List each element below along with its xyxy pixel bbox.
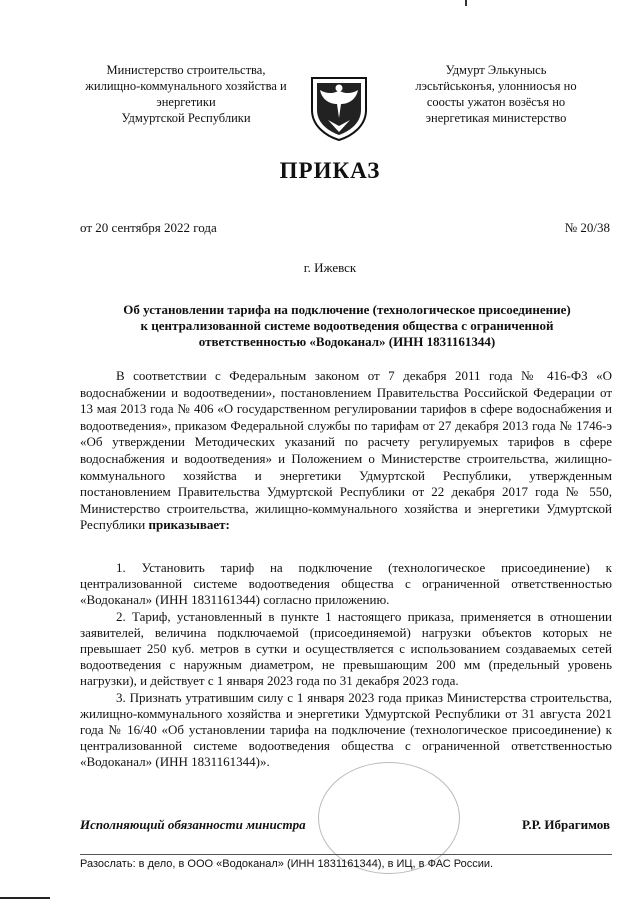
coat-of-arms-emblem-icon bbox=[306, 74, 372, 142]
subject-line: ответственностью «Водоканал» (ИНН 1831161344) bbox=[198, 334, 496, 349]
order-subject bbox=[82, 302, 612, 350]
order-city: г. Ижевск bbox=[303, 260, 357, 275]
scan-mark bbox=[465, 0, 467, 6]
order-word: приказывает: bbox=[148, 517, 230, 533]
ministry-line: жилищно-коммунального хозяйства и bbox=[85, 79, 287, 93]
signatory-name: Р.Р. Ибрагимов bbox=[522, 817, 610, 832]
subject-line: Об установлении тарифа на подключение (технологическое присоединение) bbox=[123, 302, 571, 317]
order-date: от 20 сентября 2022 года bbox=[80, 220, 217, 235]
ministry-line: энергетикая министерство bbox=[425, 111, 567, 125]
ministry-name-russian bbox=[62, 62, 310, 126]
order-number: № 20/38 bbox=[564, 220, 610, 235]
order-items bbox=[80, 560, 612, 771]
preamble-text: В соответствии с Федеральным законом от 7 декабря 2011 года № 416-ФЗ «О водоснабжении и водоотведении», постановлением Правительства Российской Федерации от 13 мая 2013 года № 406 «О государственном регулировании тарифов в сфере водоснабжения и водоотведения», приказом Федеральной службы по тарифам от 27 декабря 2013 года № 1746-э «Об утверждении Методических указаний по расчету регулируемых тарифов в сфере водоснабжения и водоотведения» и Положением о Министерстве строительства, жилищно-коммунального хозяйства и энергетики Удмуртской Республики, утвержденным постановлением Правительства Удмуртской Республики от 22 декабря 2017 года № 550, Министерство строительства, жилищно-коммунального хозяйства и энергетики Удмуртской Республики bbox=[80, 368, 612, 533]
signatory-position: Исполняющий обязанности министра bbox=[80, 817, 306, 832]
ministry-line: Министерство строительства, bbox=[106, 63, 266, 77]
order-item: 1. Установить тариф на подключение (технологическое присоединение) к централизованной системе водоотведения общества с ограниченной ответственностью «Водоканал» (ИНН 1831161344) согласно приложению. bbox=[80, 560, 612, 608]
ministry-line: энергетики bbox=[156, 95, 216, 109]
distribution-list: Разослать: в дело, в ООО «Водоканал» (ИНН 1831161344), в ИЦ, в ФАС России. bbox=[80, 858, 494, 870]
ministry-line: Удмуртской Республики bbox=[121, 111, 251, 125]
scan-corner-line bbox=[0, 897, 50, 899]
preamble-paragraph bbox=[80, 368, 612, 534]
subject-line: к централизованной системе водоотведения общества с ограниченной bbox=[140, 318, 554, 333]
order-item: 2. Тариф, установленный в пункте 1 настоящего приказа, применяется в отношении заявителей, величина подключаемой (присоединяемой) нагрузки объектов которых не превышает 250 куб. метров в сутки и осуществляется с использованием создаваемых сетей водоотведения с наружным диаметром, не превышающим 200 мм (предельный уровень нагрузки), и действует с 1 января 2023 года по 31 декабря 2023 года. bbox=[80, 608, 612, 689]
ministry-line: лэсьтӥськонъя, улонниосъя но bbox=[415, 79, 577, 93]
ministry-line: Удмурт Элькунысь bbox=[445, 63, 547, 77]
ministry-line: сооcты ужатон возёсъя но bbox=[426, 95, 566, 109]
ministry-name-udmurt bbox=[386, 62, 606, 126]
order-item: 3. Признать утратившим силу с 1 января 2023 года приказ Министерства строительства, жилищно-коммунального хозяйства и энергетики Удмуртской Республики от 31 августа 2021 года № 16/40 «Об установлении тарифа на подключение (технологическое присоединение) к централизованной системе водоотведения общества с ограниченной ответственностью «Водоканал» (ИНН 1831161344)». bbox=[80, 689, 612, 770]
document-title: ПРИКАЗ bbox=[279, 158, 381, 183]
footer-divider bbox=[80, 854, 612, 855]
